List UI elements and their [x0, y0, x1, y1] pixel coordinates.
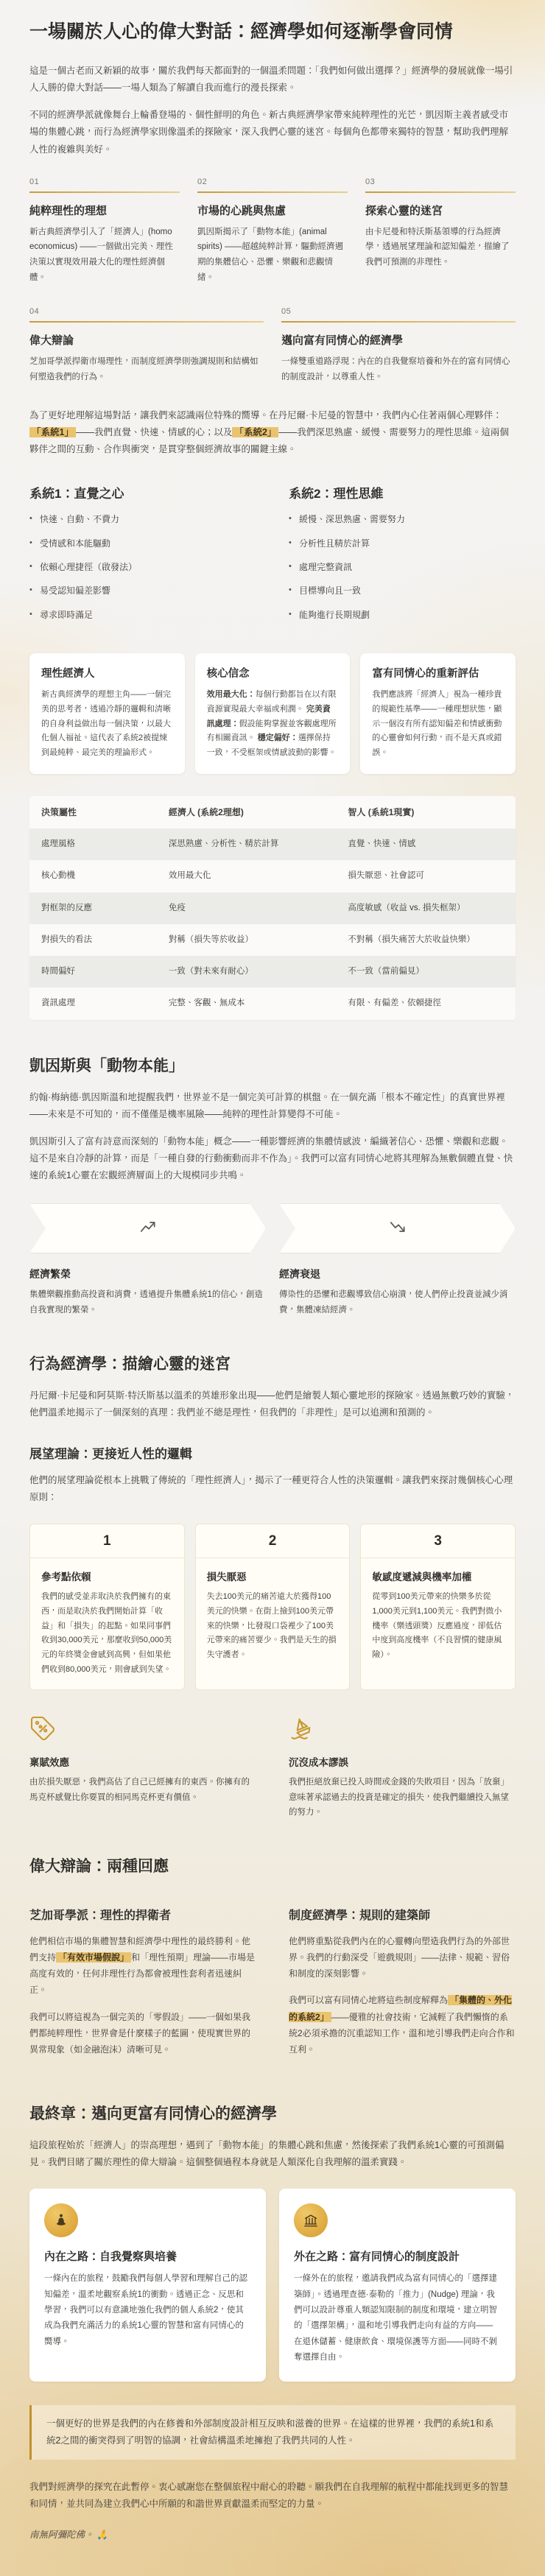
card-text: 我們應該將「經濟人」視為一種珍貴的規範性基準——一種理想狀態，顯示一個沒有所有認知偏差和情感衝動的心靈會如何行動，而不是天真或錯誤。	[372, 690, 502, 758]
boom-text: 集體樂觀推動高投資和消費，透過提升集體系統1的信心，創造自我實現的繁榮。	[29, 1290, 263, 1315]
table-cell: 不一致（當前偏見）	[348, 967, 424, 976]
finale-paragraph: 這段旅程始於「經濟人」的崇高理想，遇到了「動物本能」的集體心跳和焦慮，然後探索了我們系統1心靈的可預測偏見。我們目睹了關於理性的偉大辯論。這個整個過程本身就是人類深化自我理解的溫柔實踐。	[29, 2140, 504, 2168]
card-text: 新古典經濟學的理想主角——一個完美的思考者，透過冷靜的邏輯和清晰的自身利益做出每一個決策，以最大化個人福祉。這代表了系統2被提煉到最純粹、最完美的理論形式。	[41, 690, 171, 758]
principle-text: 失去100美元的痛苦遠大於獲得100美元的快樂。在街上撿到100美元帶來的快樂，比發現口袋裡少了100美元帶來的痛苦要少。我們是天生的損失守護者。	[206, 1592, 337, 1660]
concept-cards	[29, 653, 516, 774]
system1-list	[29, 512, 256, 622]
prospect-theory-heading: 展望理論：更接近人性的邏輯	[29, 1446, 192, 1461]
principle-title: 參考點依賴	[41, 1572, 91, 1583]
inner-path-card	[29, 2189, 266, 2382]
table-cell: 損失厭惡、社會認可	[348, 871, 424, 881]
list-item: • 受情感和本能驅動	[29, 536, 256, 551]
system1-heading: 系統1：直覺之心	[29, 487, 124, 502]
overview-number: 03	[365, 177, 376, 186]
outer-path-title: 外在之路：富有同情心的制度設計	[294, 2251, 460, 2264]
keynes-paragraph-1: 約翰·梅納德·凱因斯溫和地提醒我們，世界並不是一個完美可計算的棋盤。在一個充滿「根本不確定性」的真實世界裡——未來是不可知的，而不僅僅是機率風險——純粹的理性計算變得不可能。	[29, 1091, 505, 1119]
guide-paragraph	[29, 407, 516, 458]
keynes-heading: 凱因斯與「動物本能」	[29, 1057, 184, 1074]
text-segment: 和「理性預期」理論——市場是高度有效的，任何非理性行為都會被理性套利者迅速糾正。	[29, 1952, 256, 1996]
gold-divider	[29, 321, 264, 323]
belief-text: 假設能夠掌握並客觀處理所有相關資訊。	[206, 719, 337, 743]
overview-title: 邁向富有同情心的經濟學	[281, 334, 404, 348]
principle-number: 2	[196, 1524, 350, 1558]
system1-column	[29, 483, 256, 631]
guide-text-mid: ——我們直覺、快速、情感的心；以及	[75, 426, 233, 437]
page-title: 一場關於人心的偉大對話：經濟學如何逐漸學會同情	[29, 21, 454, 42]
quote-text: 一個更好的世界是我們的內在修養和外部制度設計相互反映和滋養的世界。在這樣的世界裡，我們的系統1和系統2之間的衝突得到了明智的協調，社會結構溫柔地擁抱了我們共同的人性。	[46, 2418, 493, 2446]
bias-section	[29, 1715, 516, 1820]
table-header-row	[29, 796, 516, 828]
trend-down-icon	[388, 1217, 407, 1240]
table-cell: 直覺、快速、情感	[348, 840, 416, 849]
comparison-table	[29, 796, 516, 1020]
overview-number: 05	[281, 307, 292, 317]
list-item: • 尋求即時滿足	[29, 608, 256, 622]
blessing-line: 南無阿彌陀佛。 🙏	[29, 2529, 108, 2540]
list-item: • 易受認知偏差影響	[29, 583, 256, 598]
card-title: 富有同情心的重新評估	[372, 668, 479, 680]
table-row	[29, 860, 516, 892]
chicago-paragraph-1	[29, 1933, 256, 1999]
boom-bust-section	[29, 1203, 516, 1317]
principle-card-3	[360, 1524, 516, 1690]
chicago-column	[29, 1890, 256, 2068]
intro-paragraph-1: 這是一個古老而又新穎的故事，關於我們每天都面對的一個溫柔問題：「我們如何做出選擇？」經濟學的發展就像一場引人入勝的偉大對話——一場人類為了解讀自我而進行的漫長探索。	[29, 66, 513, 94]
prospect-intro: 他們的展望理論從根本上挑戰了傳統的「理性經濟人」，揭示了一種更符合人性的決策邏輯。讓我們來探討幾個核心心理原則：	[29, 1474, 513, 1502]
table-cell: 對稱（損失等於收益）	[168, 935, 253, 944]
finale-heading: 最終章：邁向更富有同情心的經濟學	[29, 2105, 277, 2123]
keynes-paragraph-2: 凱因斯引入了富有詩意而深刻的「動物本能」概念——一種影響經濟的集體情感波，編織著信心、恐懼、樂觀和悲觀。這不是來自冷靜的計算，而是「一種自發的行動衝動而非不作為」。我們可以富有同情心地將其理解為無數個體直覺、快速的系統1心靈在宏觀經濟層面上的大規模同步共鳴。	[29, 1136, 513, 1181]
belief-term: 效用最大化：	[206, 690, 256, 700]
list-item: • 分析性且精於計算	[289, 536, 516, 551]
overview-text: 芝加哥學派捍衛市場理性，而制度經濟學則強調規則和結構如何塑造我們的行為。	[29, 357, 259, 382]
overview-item-3	[365, 177, 516, 286]
overview-item-5	[281, 307, 516, 384]
inner-path-title: 內在之路：自我覺察與培養	[44, 2251, 177, 2264]
closing-quote	[29, 2405, 516, 2460]
systems-comparison	[29, 483, 516, 631]
trend-up-icon	[138, 1217, 158, 1240]
gold-divider	[197, 191, 348, 193]
behavioral-heading: 行為經濟學：描繪心靈的迷宮	[29, 1355, 231, 1373]
text-segment: ——優雅的社會技術，它減輕了我們懶惰的系統2必須承擔的沉重認知工作，溫和地引導我們走向合作和互利。	[289, 2011, 515, 2055]
table-cell: 對框架的反應	[41, 903, 92, 912]
system2-heading: 系統2：理性思維	[289, 487, 384, 502]
overview-title: 偉大辯論	[29, 334, 74, 348]
table-row	[29, 988, 516, 1019]
text-segment: 我們可以富有同情心地將這些制度解釋為	[289, 1995, 449, 2006]
overview-item-4	[29, 307, 264, 384]
table-cell: 處理風格	[41, 840, 75, 849]
table-cell: 核心動機	[41, 871, 75, 881]
principle-title: 損失厭惡	[206, 1572, 247, 1583]
guide-text-pre: 為了更好地理解這場對話，讓我們來認識兩位特殊的嚮導。在丹尼爾·卡尼曼的智慧中，我們內心住著兩個心理夥伴：	[29, 409, 502, 420]
boom-title: 經濟繁榮	[29, 1268, 71, 1281]
core-beliefs-card	[195, 653, 351, 774]
table-cell: 不對稱（損失痛苦大於收益快樂）	[348, 935, 475, 944]
gold-divider	[365, 191, 516, 193]
overview-number: 02	[197, 177, 208, 186]
meditation-icon	[44, 2203, 78, 2237]
closing-paragraph: 我們對經濟學的探究在此暫停。衷心感謝您在整個旅程中耐心的聆聽。願我們在自我理解的航程中都能找到更多的智慧和同情，並共同為建立我們心中所願的和諧世界貢獻溫柔而堅定的力量。	[29, 2482, 509, 2510]
overview-text: 凱因斯揭示了「動物本能」(animal spirits) ——超越純粹計算，驅動經濟週期的集體信心、恐懼、樂觀和悲觀情緒。	[197, 227, 344, 282]
list-item: • 緩慢、深思熟慮、需要努力	[289, 512, 516, 527]
gold-divider	[29, 191, 180, 193]
table-cell: 資訊處理	[41, 999, 75, 1008]
endowment-title: 稟賦效應	[29, 1756, 69, 1768]
institutional-heading: 制度經濟學：規則的建築師	[289, 1909, 431, 1922]
overview-title: 探索心靈的迷宮	[365, 204, 443, 217]
sunk-cost-column	[289, 1715, 516, 1820]
system2-column	[289, 483, 516, 631]
sunk-cost-text: 我們拒絕放棄已投入時間或金錢的失敗項目，因為「放棄」意味著承認過去的投資是確定的損失，使我們繼續投入無望的努力。	[289, 1777, 509, 1817]
gold-divider	[281, 321, 516, 323]
column-header: 智人 (系統1現實)	[348, 807, 415, 818]
intro-paragraph-2: 不同的經濟學派就像舞台上輪番登場的、個性鮮明的角色。新古典經濟學家帶來純粹理性的光芒，凱因斯主義者感受市場的集體心跳，而行為經濟學家則像溫柔的探險家，深入我們心靈的迷宮。每個角色都帶來獨特的智慧，幫助我們理解人性的複雜與美好。	[29, 110, 509, 155]
bust-column	[279, 1203, 516, 1317]
path-cards	[29, 2189, 516, 2382]
article	[29, 0, 516, 2576]
table-cell: 時間偏好	[41, 967, 75, 976]
table-row	[29, 893, 516, 924]
principle-title: 敏感度遞減與機率加權	[372, 1572, 472, 1583]
column-header: 經濟人 (系統2理想)	[168, 807, 244, 818]
overview-title: 市場的心跳與焦慮	[197, 204, 286, 217]
sinking-ship-icon	[289, 1715, 516, 1745]
principle-body	[361, 1558, 515, 1675]
table-cell: 有限、有偏差、依賴捷徑	[348, 999, 441, 1008]
principle-cards	[29, 1524, 516, 1690]
endowment-column	[29, 1715, 256, 1820]
overview-grid	[29, 177, 516, 385]
reappraisal-card	[360, 653, 516, 774]
overview-item-2	[197, 177, 348, 286]
endowment-text: 由於損失厭惡，我們高估了自己已經擁有的東西。你擁有的馬克杯感覺比你要買的相同馬克杯更有價值。	[29, 1777, 250, 1802]
table-row	[29, 828, 516, 860]
overview-number: 04	[29, 307, 40, 317]
table-body	[29, 828, 516, 1020]
table-row	[29, 956, 516, 988]
column-header: 決策屬性	[41, 807, 77, 818]
institutional-paragraph-1: 他們將重點從我們內在的心靈轉向塑造我們行為的外部世界。我們的行動深受「遊戲規則」——法律、規範、習俗和制度的深刻影響。	[289, 1935, 510, 1979]
system1-highlight: 「系統1」	[29, 427, 76, 437]
chicago-heading: 芝加哥學派：理性的捍衛者	[29, 1909, 172, 1922]
sunk-cost-title: 沉沒成本謬誤	[289, 1756, 348, 1768]
card-text	[207, 688, 339, 761]
price-tag-icon	[29, 1715, 256, 1745]
system2-list	[289, 512, 516, 622]
overview-text: 由卡尼曼和特沃斯基領導的行為經濟學，透過展望理論和認知偏差，描繪了我們可預測的非理性。	[365, 227, 510, 267]
table-cell: 完整、客觀、無成本	[168, 999, 245, 1008]
belief-text: 每個行動都旨在以有限資源實現最大幸福或利潤。	[206, 690, 337, 714]
principle-body	[30, 1558, 184, 1689]
institutional-column	[289, 1890, 516, 2068]
list-item: • 能夠進行長期規劃	[289, 608, 516, 622]
card-title: 理性經濟人	[41, 668, 95, 680]
belief-term: 完美資訊處理：	[206, 704, 331, 728]
list-item: • 依賴心理捷徑（啟發法）	[29, 560, 256, 574]
boom-banner	[29, 1203, 266, 1253]
institutional-paragraph-2	[289, 1992, 516, 2058]
rational-agent-card	[29, 653, 185, 774]
principle-body	[196, 1558, 350, 1675]
table-cell: 免疫	[168, 903, 186, 912]
table-cell: 對損失的看法	[41, 935, 92, 944]
debate-section	[29, 1890, 516, 2068]
text-segment: 他們相信市場的集體智慧和經濟學中理性的最終勝利。他們支持	[29, 1935, 251, 1963]
table-row	[29, 924, 516, 956]
list-item: • 快速、自動、不費力	[29, 512, 256, 527]
principle-text: 我們的感受並非取決於我們擁有的東西，而是取決於我們開始計算「收益」和「損失」的起點。如果同事們收到30,000美元，那麼收到50,000美元的年終獎金會感到高興，但如果他們收到80,000美元，則會感到失望。	[41, 1592, 172, 1675]
list-item: • 處理完整資訊	[289, 560, 516, 574]
overview-text: 新古典經濟學引入了「經濟人」(homo economicus) ——一個做出完美、理性決策以實現效用最大化的理性經濟個體。	[29, 227, 173, 282]
principle-card-2	[195, 1524, 351, 1690]
principle-number: 3	[361, 1524, 515, 1558]
chicago-paragraph-2: 我們可以將這視為一個完美的「零假設」——一個如果我們都純粹理性，世界會是什麼樣子的藍圖，使現實世界的異常現象（如金融泡沫）清晰可見。	[29, 2011, 251, 2055]
list-item: • 目標導向且一致	[289, 583, 516, 598]
overview-number: 01	[29, 177, 40, 186]
system2-highlight: 「系統2」	[232, 427, 278, 437]
table-cell: 深思熟慮、分析性、精於計算	[168, 840, 279, 849]
table-cell: 高度敏感（收益 vs. 損失框架）	[348, 903, 465, 912]
outer-path-text: 一條外在的旅程，邀請我們成為富有同情心的「選擇建築師」。透過理查德·泰勒的「推力」(Nudge) 理論，我們可以設計尊重人類認知限制的制度和環境，建立明智的「選擇架構」，溫和地引導我們走向有益的方向——在退休儲蓄、健康飲食、環境保護等方面——同時不剝奪選擇自由。	[294, 2274, 497, 2362]
principle-text: 從零到100美元帶來的快樂多於從1,000美元到1,100美元。我們對微小機率（樂透頭獎）反應過度，卻低估中度到高度機率（不良習慣的健康風險）。	[372, 1592, 502, 1660]
overview-title: 純粹理性的理想	[29, 204, 108, 217]
institution-icon	[294, 2203, 328, 2237]
overview-item-1	[29, 177, 180, 286]
inner-path-text: 一條內在的旅程，鼓勵我們每個人學習和理解自己的認知偏差，溫柔地觀察系統1的衝動。透過正念、反思和學習，我們可以有意識地強化我們的個人系統2，使其成為我們充滿活力的系統1心靈的智慧和富有同情心的嚮導。	[44, 2274, 247, 2346]
guide-text-post: ——我們深思熟慮、緩慢、需要努力的理性思維。這兩個夥伴之間的互動、合作與衝突，是貫穿整個經濟故事的關鍵主線。	[29, 426, 509, 454]
table-cell: 效用最大化	[168, 871, 211, 881]
debate-heading: 偉大辯論：兩種回應	[29, 1857, 169, 1875]
table-cell: 一致（對未來有耐心）	[168, 967, 253, 976]
efficient-market-highlight: 「有效市場假說」	[56, 1952, 131, 1963]
boom-column	[29, 1203, 266, 1317]
bust-title: 經濟衰退	[279, 1268, 320, 1281]
outer-path-card	[279, 2189, 516, 2382]
belief-term: 穩定偏好：	[257, 733, 298, 743]
external-system2-highlight: 「集體的、外化的系統2」	[289, 1995, 513, 2022]
bust-banner	[279, 1203, 516, 1253]
belief-text: 選擇保持一致，不受框架或情感波動的影響。	[206, 733, 337, 758]
principle-card-1	[29, 1524, 185, 1690]
principle-number: 1	[30, 1524, 184, 1558]
overview-text: 一條雙重道路浮現：內在的自我覺察培養和外在的富有同情心的制度設計，以尊重人性。	[281, 357, 510, 382]
card-title: 核心信念	[206, 668, 250, 680]
behavioral-paragraph: 丹尼爾·卡尼曼和阿莫斯·特沃斯基以溫柔的英雄形象出現——他們是繪製人類心靈地形的探險家。透過無數巧妙的實驗，他們溫柔地揭示了一個深刻的真理：我們並不總是理性，但我們的「非理性」是可以追溯和預測的。	[29, 1390, 515, 1418]
bust-text: 傳染性的恐懼和悲觀導致信心崩潰，使人們停止投資並減少消費，集體凍結經濟。	[279, 1290, 508, 1315]
